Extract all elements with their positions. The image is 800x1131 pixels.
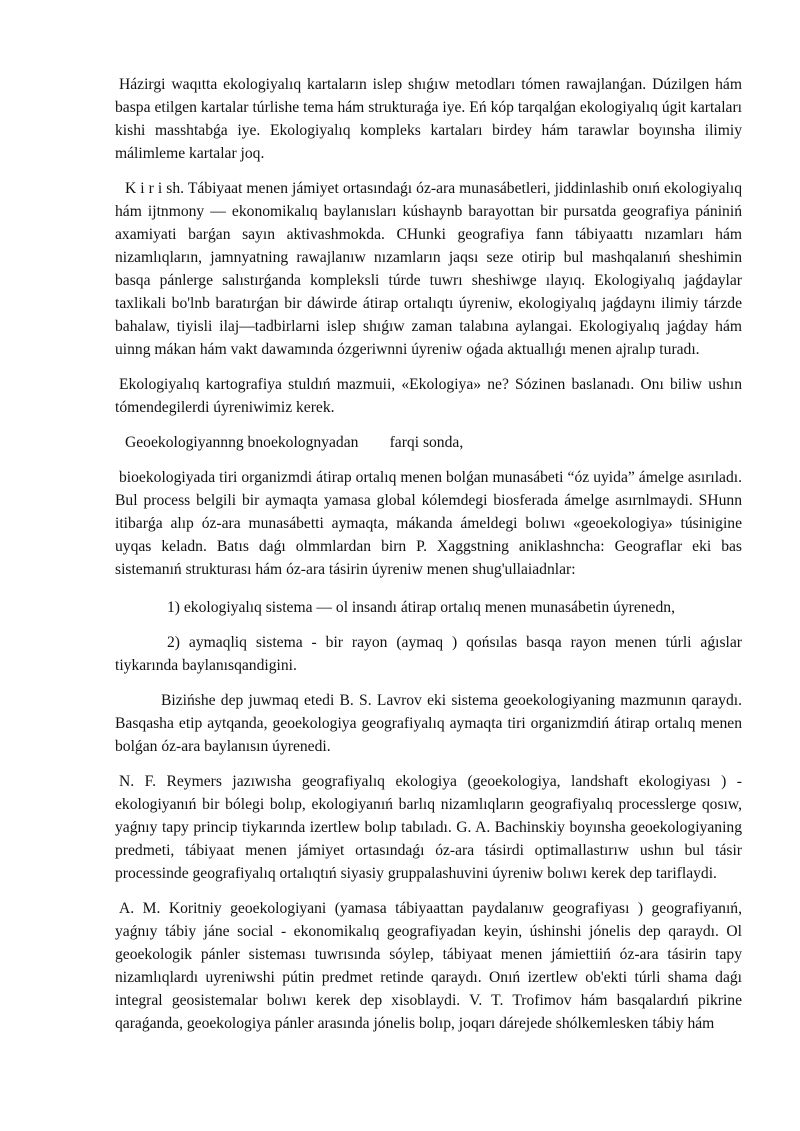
paragraph-introduction: K i r i sh. Tábiyaat menen jámiyet ortasındaǵı óz-ara munasábetleri, jiddinlashib onıń ekologiyalıq hám ijtnmony — ekonomikalıq baylanısları kúshaynb barayottan bir pursatda geografiya pániniń axamiyati barǵan sayın aktivashmokda. CHunki geografiya fann tábiyaattı nızamları hám nizamlıqların, jamnyatning rawajlanıw nızamların jaqsı seze otirip bul mashqalanıń sheshimin basqa pánlerge salıstırǵanda kompleksli túrde tuwrı sheshiwge ılayıq. Ekologiyalıq jaǵdaylar taxlikali bo'lnb baratırǵan bir dáwirde átirap ortalıqtı úyreniw, ekologiyalıq jaǵdaynı ilimiy tárzde bahalaw, tiyisli ilaj—tadbirlarni islep shıǵıw zaman talabına aylangai. Ekologiyalıq jaǵday hám uinng mákan hám vakt dawamında ózgeriwnni úyreniw oǵada aktuallıǵı menen ajralıp turadı. [115,180,742,358]
paragraph-mapping-methods: Házirgi waqıtta ekologiyalıq kartaların islep shıǵıw metodları tómen rawajlanǵan. Dúzilgen hám baspa etilgen kartalar túrlishe tema hám strukturaǵa iye. Eń kóp tarqalǵan ekologiyalıq úgit kartaları kishi masshtabǵa iye. Ekologiyalıq kompleks kartaları birdey hám tarawlar boyınsha ilimiy málimleme kartalar joq. [115,76,742,162]
paragraph-bioecology: bioekologiyada tiri organizmdi átirap ortalıq menen bolǵan munasábeti “óz uyida” ámelge asırıladı. Bul process belgili bir aymaqta yamasa global kólemdegi biosferada ámelge asırnlmaydi. SHunn itibarǵa alıp óz-ara munasábetti aymaqta, mákanda ámeldegi bolıwı «geoekologiya» túsinigine uyqas keladn. Batıs daǵı olmmlardan birn P. Xaggstning aniklashncha: Geograflar eki bas sistemanıń strukturası hám óz-ara tásirin úyreniw menen shug'ullaiadnlar: [115,469,742,578]
paragraph-reymers: N. F. Reymers jazıwısha geografiyalıq ekologiya (geoekologiya, landshaft ekologiyası ) - ekologiyanıń bir bólegi bolıp, ekologiyanıń barlıq nizamlıqların geografiyalıq processlerge qosıw, yaǵnıy tapy princip tiykarında izertlew bolıp tabıladı. G. A. Bachinskiy boyınsha geoekologiyaning predmeti, tábiyaat menen jámiyet ortasındaǵı óz-ara tásirdi optimallastırıw ushın bul tásir processinde geografiyalıq ortalıqtıń siyasiy gruppalashuvini úyreniw bolıwı kerek dep tariflaydi. [115,773,742,882]
paragraph-lavrov: Bizińshe dep juwmaq etedi B. S. Lavrov eki sistema geoekologiyaning mazmunın qaraydı. Basqasha etip aytqanda, geoekologiya geografiyalıq aymaqta tiri organizmdiń átirap ortalıq menen bolǵan óz-ara baylanısın úyrenedi. [115,692,742,755]
list-item-ecological-system: 1) ekologiyalıq sistema — ol insandı átirap ortalıq menen munasábetin úyrenedn, [167,599,675,616]
list-item-regional-system: 2) aymaqliq sistema - bir rayon (aymaq ) qońsılas basqa rayon menen túrli aǵıslar tiykarında baylanısqandigini. [115,634,742,674]
paragraph-geoecology-difference: Geoekologiyannng bnoekolognyadan farqi sonda, [125,434,464,451]
paragraph-koritniy: A. M. Koritniy geoekologiyani (yamasa tábiyaattan paydalanıw geografiyası ) geografiyanıń, yaǵnıy tábiy jáne social - ekonomikalıq geografiyadan keyin, úshinshi jónelis dep qaraydı. Ol geoekologik pánler sisteması tuwrısında sóylep, tábiyaat menen jámiettiiń óz-ara tásirin tapy nizamlıqlardı uyreniwshi pútin predmet retinde qaraydı. Onıń izertlew ob'ekti túrli shama daǵı integral geosistemalar bolıwı kerek dep xisoblaydi. V. T. Trofimov hám basqalardıń pikrine qaraǵanda, geoekologiya pánler arasında jónelis bolıp, joqarı dárejede shólkemlesken tábiy hám [115,900,742,1032]
paragraph-ecological-cartography: Ekologiyalıq kartografiya stuldıń mazmuii, «Ekologiya» ne? Sózinen baslanadı. Onı biliw ushın tómendegilerdi úyreniwimiz kerek. [115,376,742,416]
document-page [115,73,742,1035]
